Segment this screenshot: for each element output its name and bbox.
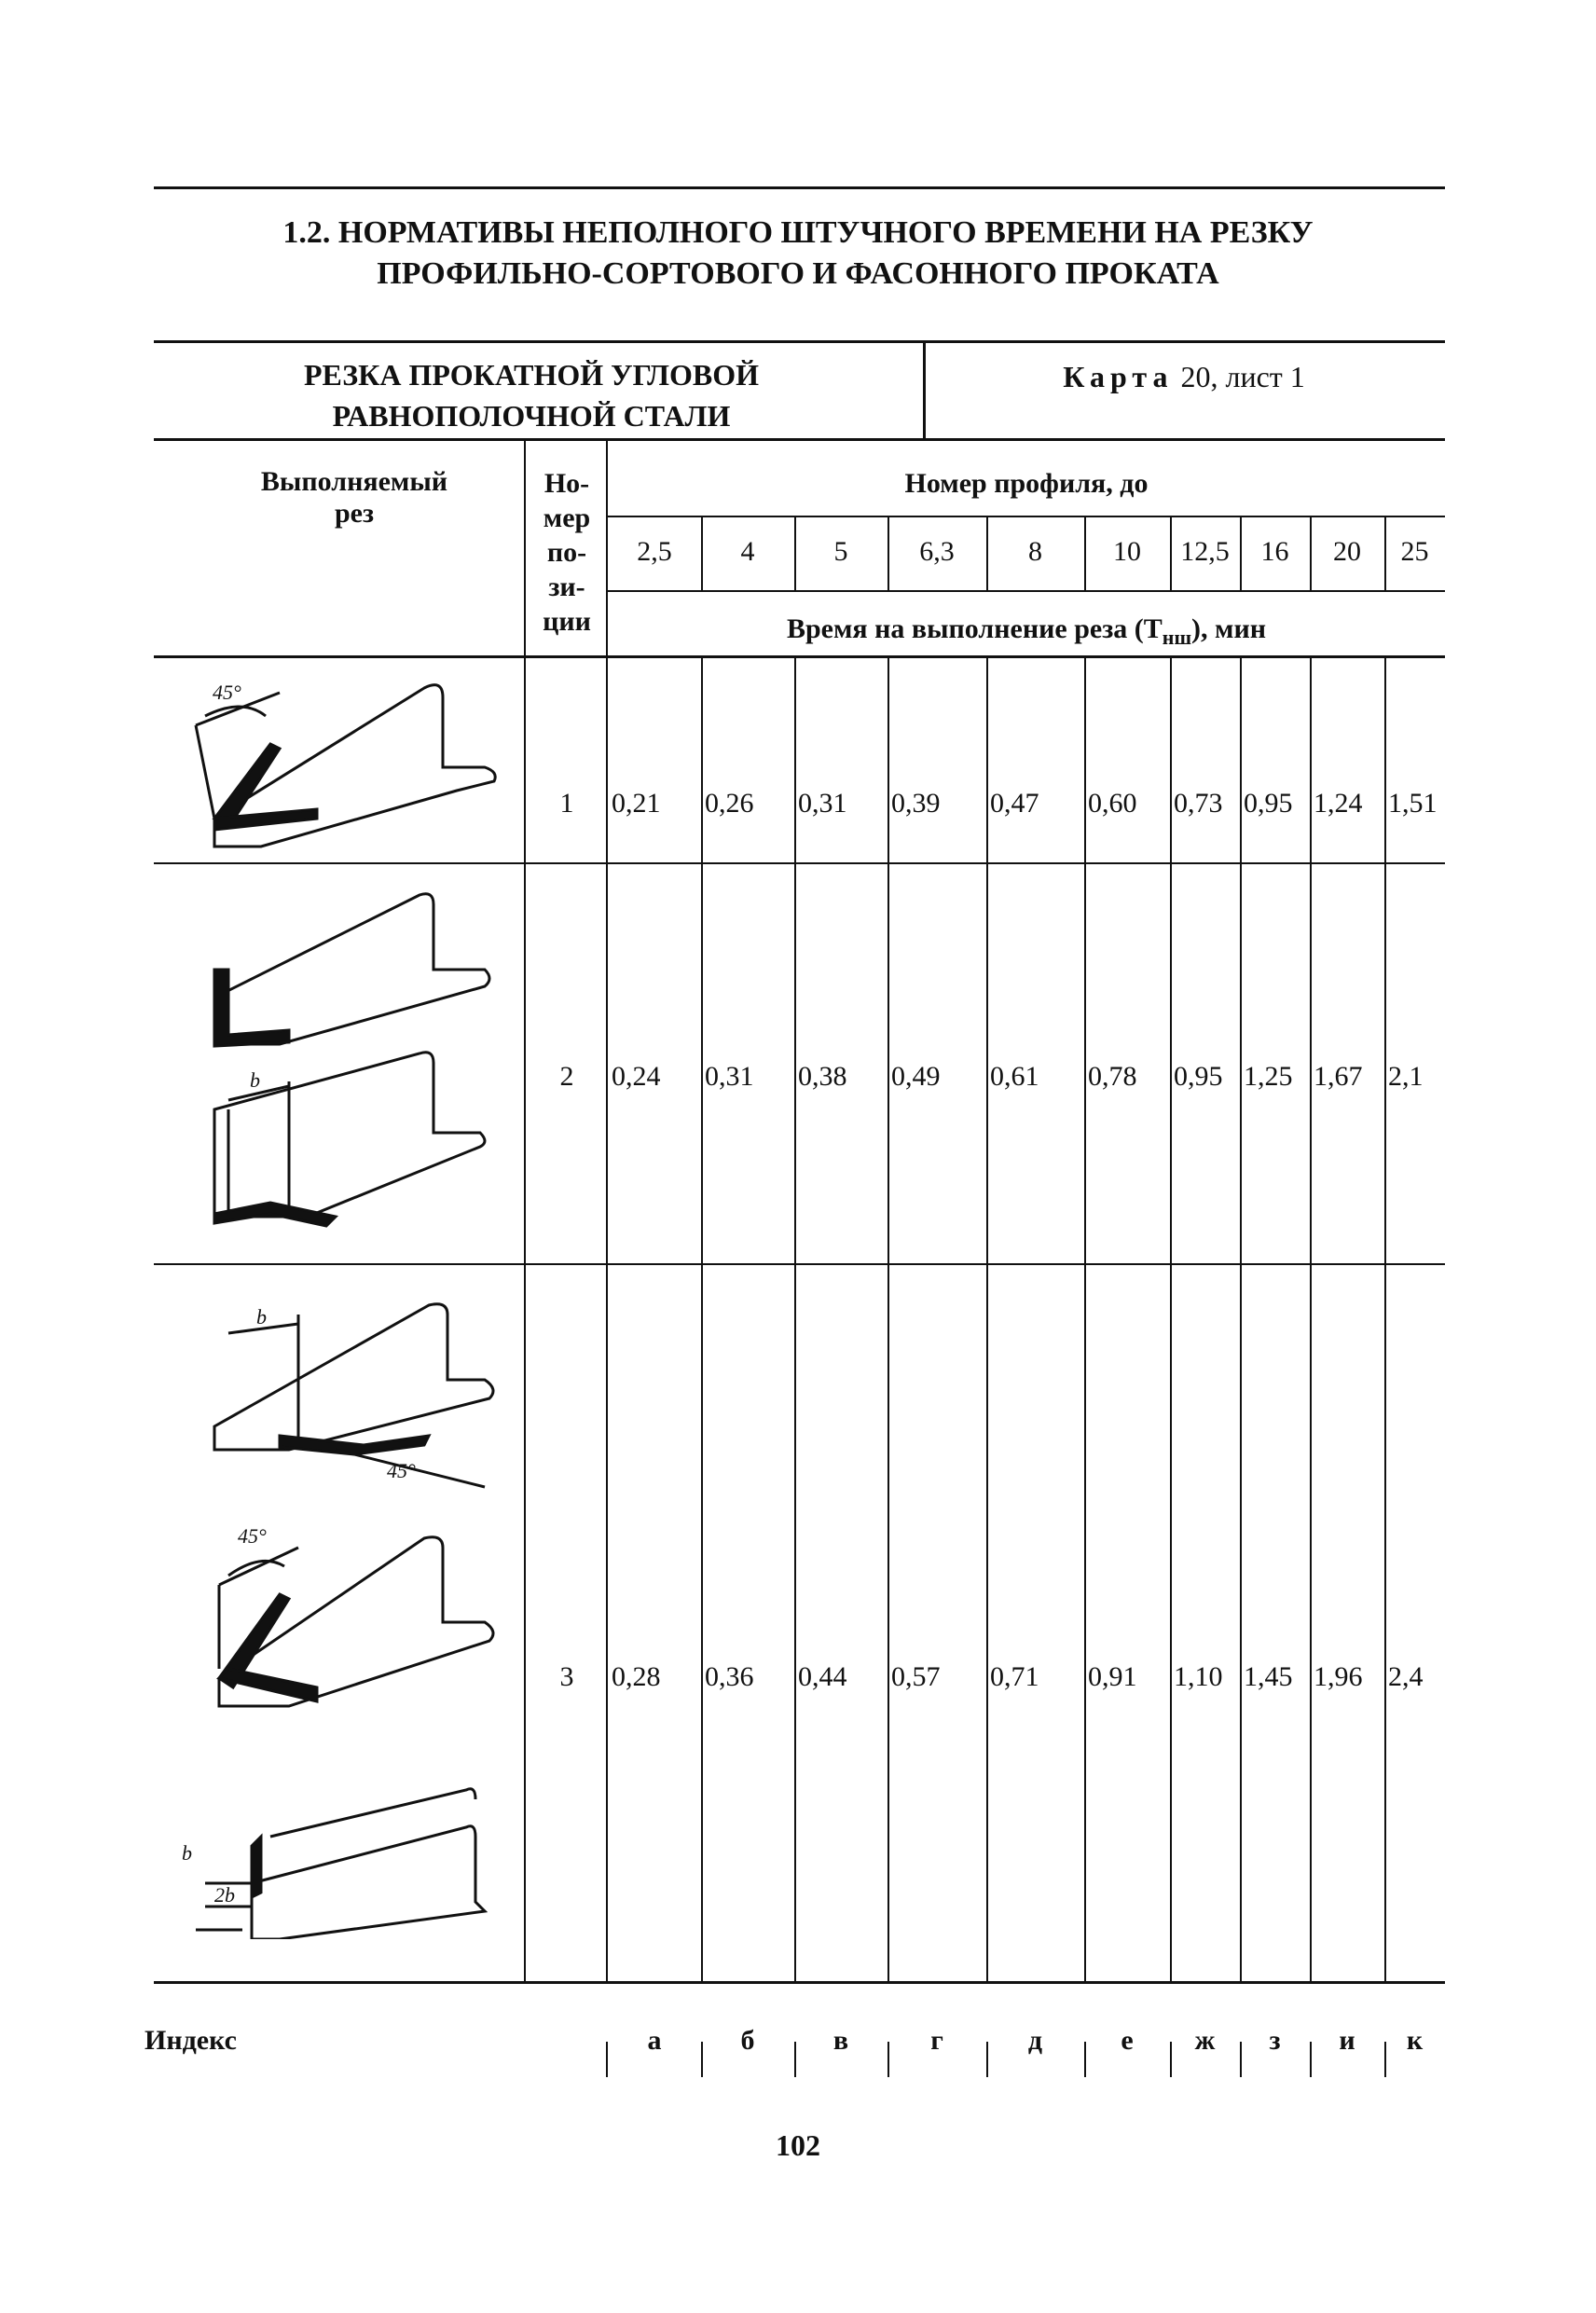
header-bottom-rule	[154, 655, 1445, 658]
table-cell: 0,31	[705, 1061, 754, 1092]
pos-col-line-2: мер	[543, 503, 591, 533]
b-label-2: b	[250, 1068, 260, 1092]
pos-col-line-5: ции	[543, 606, 591, 637]
card-reference	[923, 356, 1445, 397]
profile-col-divider-head-4	[986, 517, 988, 592]
profile-number: 25	[1400, 536, 1429, 567]
index-letter: г	[930, 2025, 943, 2056]
table-cell: 0,95	[1244, 788, 1293, 819]
table-cell: 0,78	[1088, 1061, 1137, 1092]
table-cell: 0,49	[891, 1061, 941, 1092]
table-cell: 0,39	[891, 788, 941, 819]
table-cell: 2,1	[1388, 1061, 1424, 1092]
angle-label-3b: 45°	[238, 1524, 267, 1548]
profile-col-divider-head-7	[1240, 517, 1242, 592]
pos-col-line-4: зи-	[548, 571, 585, 602]
value-col-divider-7	[1240, 655, 1242, 1981]
card-title	[149, 354, 914, 436]
section-title	[0, 213, 1596, 295]
profile-number: 16	[1260, 536, 1289, 567]
table-cell: 0,26	[705, 788, 754, 819]
row-position-number: 3	[559, 1661, 574, 1692]
table-cell: 2,4	[1388, 1661, 1424, 1692]
two-b-label: 2b	[214, 1883, 235, 1907]
cut-figure-3	[177, 1287, 522, 1939]
index-letter: а	[647, 2025, 662, 2056]
profile-number: 4	[740, 536, 755, 567]
time-header-text: Время на выполнение реза (Т	[786, 613, 1163, 644]
table-cell: 0,61	[990, 1061, 1039, 1092]
table-cell: 0,57	[891, 1661, 941, 1692]
table-cell: 0,36	[705, 1661, 754, 1692]
profile-number: 6,3	[919, 536, 955, 567]
cut-column-header-line-2: рез	[334, 498, 375, 529]
profile-col-divider-head-5	[1084, 517, 1086, 592]
profile-number: 8	[1028, 536, 1042, 567]
position-column-header	[528, 466, 606, 639]
value-col-divider-1	[701, 655, 703, 1981]
section-title-line-1: 1.2. НОРМАТИВЫ НЕПОЛНОГО ШТУЧНОГО ВРЕМЕНИ НА РЕЗКУ	[282, 215, 1314, 250]
pos-col-line-1: Но-	[543, 468, 590, 499]
value-col-divider-9	[1384, 655, 1386, 1981]
cut-figure-1	[177, 660, 513, 865]
pos-col-line-3: по-	[546, 537, 587, 568]
page-number: 102	[776, 2128, 820, 2162]
row-position-number: 2	[559, 1061, 574, 1092]
table-cell: 1,10	[1174, 1661, 1223, 1692]
cut-column-header-line-1: Выполняемый	[260, 466, 448, 497]
table-cell: 1,25	[1244, 1061, 1293, 1092]
angle-label-3a: 45°	[387, 1459, 416, 1482]
table-cell: 0,38	[798, 1061, 847, 1092]
table-cell: 0,47	[990, 788, 1039, 819]
value-col-divider-4	[986, 655, 988, 1981]
profile-number: 20	[1333, 536, 1361, 567]
profile-header-rule	[608, 516, 1445, 517]
table-cell: 1,96	[1314, 1661, 1363, 1692]
index-letter: и	[1339, 2025, 1355, 2056]
time-header-unit: ), мин	[1191, 613, 1267, 644]
table-cell: 1,51	[1388, 788, 1438, 819]
table-cell: 0,91	[1088, 1661, 1137, 1692]
table-cell: 0,31	[798, 788, 847, 819]
table-cell: 1,24	[1314, 788, 1363, 819]
angle-label-1: 45°	[213, 681, 241, 704]
value-col-divider-3	[887, 655, 889, 1981]
b-label-3: b	[256, 1305, 267, 1329]
index-letter: б	[740, 2025, 755, 2056]
index-letter: д	[1027, 2025, 1043, 2056]
value-col-divider-8	[1310, 655, 1312, 1981]
cut-column-header	[186, 466, 522, 530]
time-header-subscript: нш	[1162, 626, 1192, 649]
value-col-divider-5	[1084, 655, 1086, 1981]
table-cell: 1,67	[1314, 1061, 1363, 1092]
table-cell: 0,95	[1174, 1061, 1223, 1092]
profile-col-divider-head-6	[1170, 517, 1172, 592]
table-cell: 0,28	[612, 1661, 661, 1692]
time-header	[608, 613, 1445, 654]
cut-column-divider	[524, 441, 526, 1981]
table-cell: 0,71	[990, 1661, 1039, 1692]
value-col-divider-6	[1170, 655, 1172, 1981]
table-cell: 0,73	[1174, 788, 1223, 819]
card-header-top-rule	[154, 340, 1445, 343]
position-column-divider	[606, 441, 608, 1981]
profile-header: Номер профиля, до	[904, 468, 1149, 499]
index-label: Индекс	[144, 2025, 237, 2056]
index-letter: з	[1269, 2025, 1281, 2056]
value-col-divider-2	[794, 655, 796, 1981]
table-cell: 0,24	[612, 1061, 661, 1092]
index-letter: ж	[1194, 2025, 1216, 2056]
index-letter: к	[1406, 2025, 1424, 2056]
table-cell: 1,45	[1244, 1661, 1293, 1692]
index-letter: е	[1121, 2025, 1134, 2056]
profile-col-divider-head-8	[1310, 517, 1312, 592]
profile-col-divider-head-1	[701, 517, 703, 592]
top-rule	[154, 186, 1445, 189]
profile-col-divider-head-3	[887, 517, 889, 592]
profile-number: 5	[833, 536, 848, 567]
section-title-line-2: ПРОФИЛЬНО-СОРТОВОГО И ФАСОННОГО ПРОКАТА	[377, 256, 1219, 291]
profile-number: 12,5	[1180, 536, 1230, 567]
profile-number: 2,5	[637, 536, 672, 567]
profile-number-rule	[608, 590, 1445, 592]
card-title-line-1: РЕЗКА ПРОКАТНОЙ УГЛОВОЙ	[303, 358, 759, 392]
table-bottom-rule	[154, 1981, 1445, 1984]
card-header-bottom-rule	[154, 438, 1445, 441]
profile-number: 10	[1113, 536, 1141, 567]
b-label-3c: b	[182, 1841, 192, 1865]
card-title-line-2: РАВНОПОЛОЧНОЙ СТАЛИ	[332, 399, 731, 433]
table-cell: 0,21	[612, 788, 661, 819]
profile-col-divider-head-2	[794, 517, 796, 592]
row-2-bottom-rule	[154, 1263, 1445, 1265]
index-letter: в	[832, 2025, 849, 2056]
cut-figure-2	[186, 876, 522, 1231]
row-position-number: 1	[559, 788, 574, 819]
card-sheet: 20, лист 1	[1180, 360, 1305, 393]
card-label: Карта	[1063, 360, 1174, 393]
profile-col-divider-head-9	[1384, 517, 1386, 592]
table-cell: 0,44	[798, 1661, 847, 1692]
table-cell: 0,60	[1088, 788, 1137, 819]
